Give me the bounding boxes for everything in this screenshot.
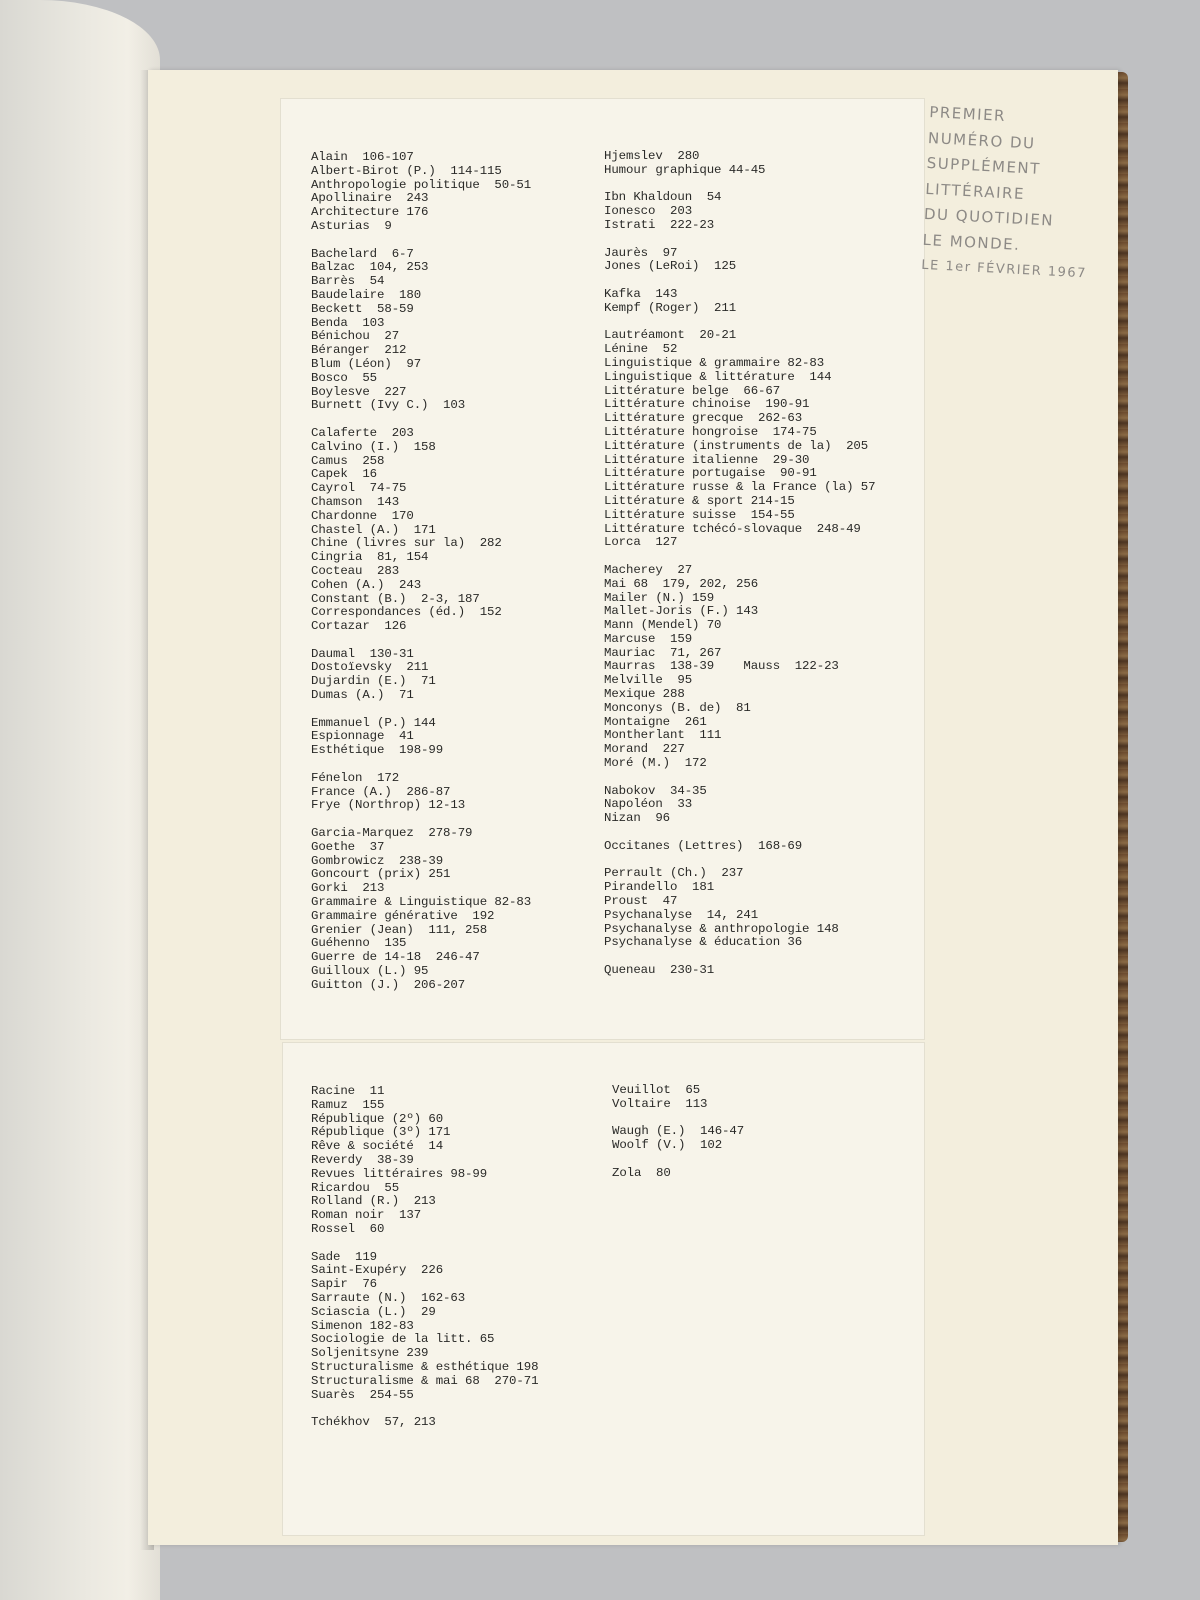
index-entry: Montherlant 111 [604, 728, 722, 743]
index-entry: Mailer (N.) 159 [604, 590, 715, 605]
index-entry: Béranger 212 [311, 343, 407, 358]
index-gap [612, 1153, 744, 1167]
handwritten-note [921, 100, 1120, 288]
index-entry: Daumal 130-31 [311, 646, 414, 661]
index-entry: Proust 47 [604, 894, 678, 909]
index-gap [311, 813, 531, 827]
index-column-right [604, 150, 875, 978]
index-entry: Lautréamont 20-21 [604, 328, 737, 343]
index-entry: Fénelon 172 [311, 770, 400, 785]
index-entry: Guerre de 14-18 246-47 [311, 950, 480, 965]
index-entry: Guilloux (L.) 95 [311, 964, 429, 979]
index-gap [311, 634, 531, 648]
index-entry: Bénichou 27 [311, 329, 400, 344]
index-entry: France (A.) 286-87 [311, 784, 451, 799]
note-line: LE MONDE. [922, 230, 1021, 254]
index-entry: Psychanalyse & éducation 36 [604, 935, 803, 950]
index-entry: Cohen (A.) 243 [311, 577, 422, 592]
index-entry: Dostoïevsky 211 [311, 660, 429, 675]
index-entry: Tchékhov 57, 213 [311, 1415, 436, 1430]
index-entry: Saint-Exupéry 226 [311, 1263, 444, 1278]
index-entry: Mann (Mendel) 70 [604, 618, 722, 633]
index-gap [604, 274, 875, 288]
index-entry: Ramuz 155 [311, 1097, 385, 1112]
index-entry: Dumas (A.) 71 [311, 688, 414, 703]
index-entry: Racine 11 [311, 1084, 385, 1098]
index-entry: Boylesve 227 [311, 384, 407, 399]
index-entry: Rolland (R.) 213 [311, 1194, 436, 1209]
index-entry: Asturias 9 [311, 218, 392, 233]
index-gap [311, 413, 531, 427]
index-entry: Kempf (Roger) 211 [604, 300, 737, 315]
index-entry: Littérature (instruments de la) 205 [604, 438, 869, 453]
index-gap [612, 1112, 744, 1126]
index-entry: Istrati 222-23 [604, 217, 715, 232]
index-entry: Macherey 27 [604, 562, 693, 577]
index-entry: Chardonne 170 [311, 508, 414, 523]
index-gap [604, 233, 875, 247]
index-entry: Soljenitsyne 239 [311, 1346, 429, 1361]
index-entry: Calvino (I.) 158 [311, 439, 436, 454]
index-column-left [311, 1085, 538, 1430]
index-entry: Grammaire générative 192 [311, 908, 495, 923]
index-entry: Nabokov 34-35 [604, 783, 707, 798]
note-line: PREMIER [928, 102, 1007, 125]
index-entry: Linguistique & grammaire 82-83 [604, 355, 825, 370]
index-entry: Correspondances (éd.) 152 [311, 605, 502, 620]
index-entry: Lénine 52 [604, 342, 678, 357]
album-page [148, 70, 1118, 1545]
index-gap [311, 758, 531, 772]
index-entry: Montaigne 261 [604, 714, 707, 729]
index-entry: Barrès 54 [311, 274, 385, 289]
index-gap [604, 826, 875, 840]
index-entry: Chine (livres sur la) 282 [311, 536, 502, 551]
index-entry: Grenier (Jean) 111, 258 [311, 922, 488, 937]
index-entry: Frye (Northrop) 12-13 [311, 798, 466, 813]
index-entry: Structuralisme & mai 68 270-71 [311, 1373, 539, 1388]
index-entry: Littérature & sport 214-15 [604, 493, 795, 508]
index-entry: Jones (LeRoi) 125 [604, 259, 737, 274]
index-entry: Perrault (Ch.) 237 [604, 866, 744, 881]
index-entry: Cingria 81, 154 [311, 550, 429, 565]
index-entry: Alain 106-107 [311, 150, 414, 164]
index-entry: Sarraute (N.) 162-63 [311, 1290, 466, 1305]
note-line: LITTÉRAIRE [924, 179, 1026, 203]
index-entry: Beckett 58-59 [311, 301, 414, 316]
index-gap [604, 854, 875, 868]
index-entry: Burnett (Ivy C.) 103 [311, 398, 466, 413]
index-entry: Baudelaire 180 [311, 287, 422, 302]
index-entry: Sapir 76 [311, 1277, 378, 1292]
index-entry: Rêve & société 14 [311, 1139, 444, 1154]
index-entry: Dujardin (E.) 71 [311, 674, 436, 689]
index-entry: Ibn Khaldoun 54 [604, 190, 722, 205]
index-entry: Bachelard 6-7 [311, 246, 414, 261]
index-entry: Morand 227 [604, 742, 685, 757]
index-gap [604, 178, 875, 192]
index-entry: Lorca 127 [604, 535, 678, 550]
index-entry: Voltaire 113 [612, 1096, 708, 1111]
note-line: NUMÉRO DU [927, 128, 1037, 153]
index-entry: Littérature hongroise 174-75 [604, 424, 817, 439]
note-line: LE 1er FÉVRIER 1967 [920, 257, 1088, 282]
index-entry: Littérature chinoise 190-91 [604, 397, 810, 412]
index-entry: Anthropologie politique 50-51 [311, 177, 532, 192]
index-entry: Revues littéraires 98-99 [311, 1166, 488, 1181]
index-entry: Hjemslev 280 [604, 149, 700, 163]
index-entry: Psychanalyse & anthropologie 148 [604, 921, 839, 936]
index-entry: Jaurès 97 [604, 245, 678, 260]
index-entry: Melville 95 [604, 673, 693, 688]
index-entry: Guéhenno 135 [311, 936, 407, 951]
index-entry: Maurras 138-39 Mauss 122-23 [604, 659, 839, 674]
index-entry: Chamson 143 [311, 494, 400, 509]
index-entry: Mexique 288 [604, 687, 685, 702]
index-entry: Architecture 176 [311, 205, 429, 220]
index-entry: Cayrol 74-75 [311, 481, 407, 496]
index-entry: Littérature portugaise 90-91 [604, 466, 817, 481]
index-entry: Littérature italienne 29-30 [604, 452, 810, 467]
index-entry: Guitton (J.) 206-207 [311, 977, 466, 992]
index-gap [311, 703, 531, 717]
index-entry: Humour graphique 44-45 [604, 162, 766, 177]
index-entry: Goncourt (prix) 251 [311, 867, 451, 882]
index-entry: Blum (Léon) 97 [311, 356, 422, 371]
index-entry: Ricardou 55 [311, 1180, 400, 1195]
index-entry: Psychanalyse 14, 241 [604, 907, 759, 922]
index-entry: Mai 68 179, 202, 256 [604, 576, 759, 591]
index-entry: Albert-Birot (P.) 114-115 [311, 163, 502, 178]
index-entry: Constant (B.) 2-3, 187 [311, 591, 480, 606]
index-entry: Espionnage 41 [311, 729, 414, 744]
index-entry: Chastel (A.) 171 [311, 522, 436, 537]
index-entry: Esthétique 198-99 [311, 743, 444, 758]
index-entry: Pirandello 181 [604, 880, 715, 895]
index-entry: République (2º) 60 [311, 1111, 444, 1126]
index-entry: Occitanes (Lettres) 168-69 [604, 838, 803, 853]
note-line: SUPPLÉMENT [926, 153, 1042, 178]
index-gap [604, 550, 875, 564]
index-entry: Nizan 96 [604, 811, 671, 826]
index-entry: Bosco 55 [311, 370, 378, 385]
index-entry: Littérature grecque 262-63 [604, 411, 803, 426]
index-gap [311, 1237, 538, 1251]
index-entry: Queneau 230-31 [604, 963, 715, 978]
index-gap [604, 950, 875, 964]
index-entry: Capek 16 [311, 467, 378, 482]
index-entry: Balzac 104, 253 [311, 260, 429, 275]
index-entry: Littérature russe & la France (la) 57 [604, 480, 876, 495]
index-entry: Monconys (B. de) 81 [604, 700, 751, 715]
index-entry: Moré (M.) 172 [604, 756, 707, 771]
index-entry: Littérature belge 66-67 [604, 383, 781, 398]
index-entry: Roman noir 137 [311, 1208, 422, 1223]
index-gap [311, 234, 531, 248]
index-entry: Kafka 143 [604, 286, 678, 301]
index-entry: Sciascia (L.) 29 [311, 1304, 436, 1319]
index-entry: Suarès 254-55 [311, 1387, 414, 1402]
index-entry: Sade 119 [311, 1249, 378, 1264]
index-entry: Reverdy 38-39 [311, 1152, 414, 1167]
index-entry: Gombrowicz 238-39 [311, 853, 444, 868]
index-sheet-bottom [282, 1042, 925, 1536]
index-entry: Napoléon 33 [604, 797, 693, 812]
index-entry: Marcuse 159 [604, 631, 693, 646]
index-entry: Grammaire & Linguistique 82-83 [311, 895, 532, 910]
index-entry: Cocteau 283 [311, 563, 400, 578]
index-entry: Simenon 182-83 [311, 1318, 414, 1333]
index-entry: Apollinaire 243 [311, 191, 429, 206]
index-entry: Mallet-Joris (F.) 143 [604, 604, 759, 619]
index-entry: Mauriac 71, 267 [604, 645, 722, 660]
index-entry: Veuillot 65 [612, 1083, 701, 1097]
index-entry: Ionesco 203 [604, 204, 693, 219]
note-line: DU QUOTIDIEN [923, 204, 1055, 230]
index-entry: Gorki 213 [311, 881, 385, 896]
index-entry: Camus 258 [311, 453, 385, 468]
index-sheet-top [280, 98, 925, 1040]
index-entry: Rossel 60 [311, 1221, 385, 1236]
index-entry: Waugh (E.) 146-47 [612, 1124, 745, 1139]
index-gap [311, 1402, 538, 1416]
left-page [0, 0, 160, 1600]
index-entry: Goethe 37 [311, 839, 385, 854]
index-entry: Garcia-Marquez 278-79 [311, 826, 473, 841]
index-column-right [612, 1084, 744, 1181]
index-entry: Structuralisme & esthétique 198 [311, 1359, 539, 1374]
index-gap [604, 316, 875, 330]
index-entry: Sociologie de la litt. 65 [311, 1332, 495, 1347]
index-entry: Cortazar 126 [311, 619, 407, 634]
index-column-left [311, 151, 531, 993]
index-entry: Emmanuel (P.) 144 [311, 715, 436, 730]
index-entry: Calaferte 203 [311, 425, 414, 440]
index-entry: Zola 80 [612, 1165, 671, 1180]
index-entry: Benda 103 [311, 315, 385, 330]
index-entry: Littérature suisse 154-55 [604, 507, 795, 522]
index-entry: Littérature tchécó-slovaque 248-49 [604, 521, 861, 536]
index-gap [604, 771, 875, 785]
index-entry: République (3º) 171 [311, 1125, 451, 1140]
index-entry: Linguistique & littérature 144 [604, 369, 832, 384]
index-entry: Woolf (V.) 102 [612, 1138, 723, 1153]
